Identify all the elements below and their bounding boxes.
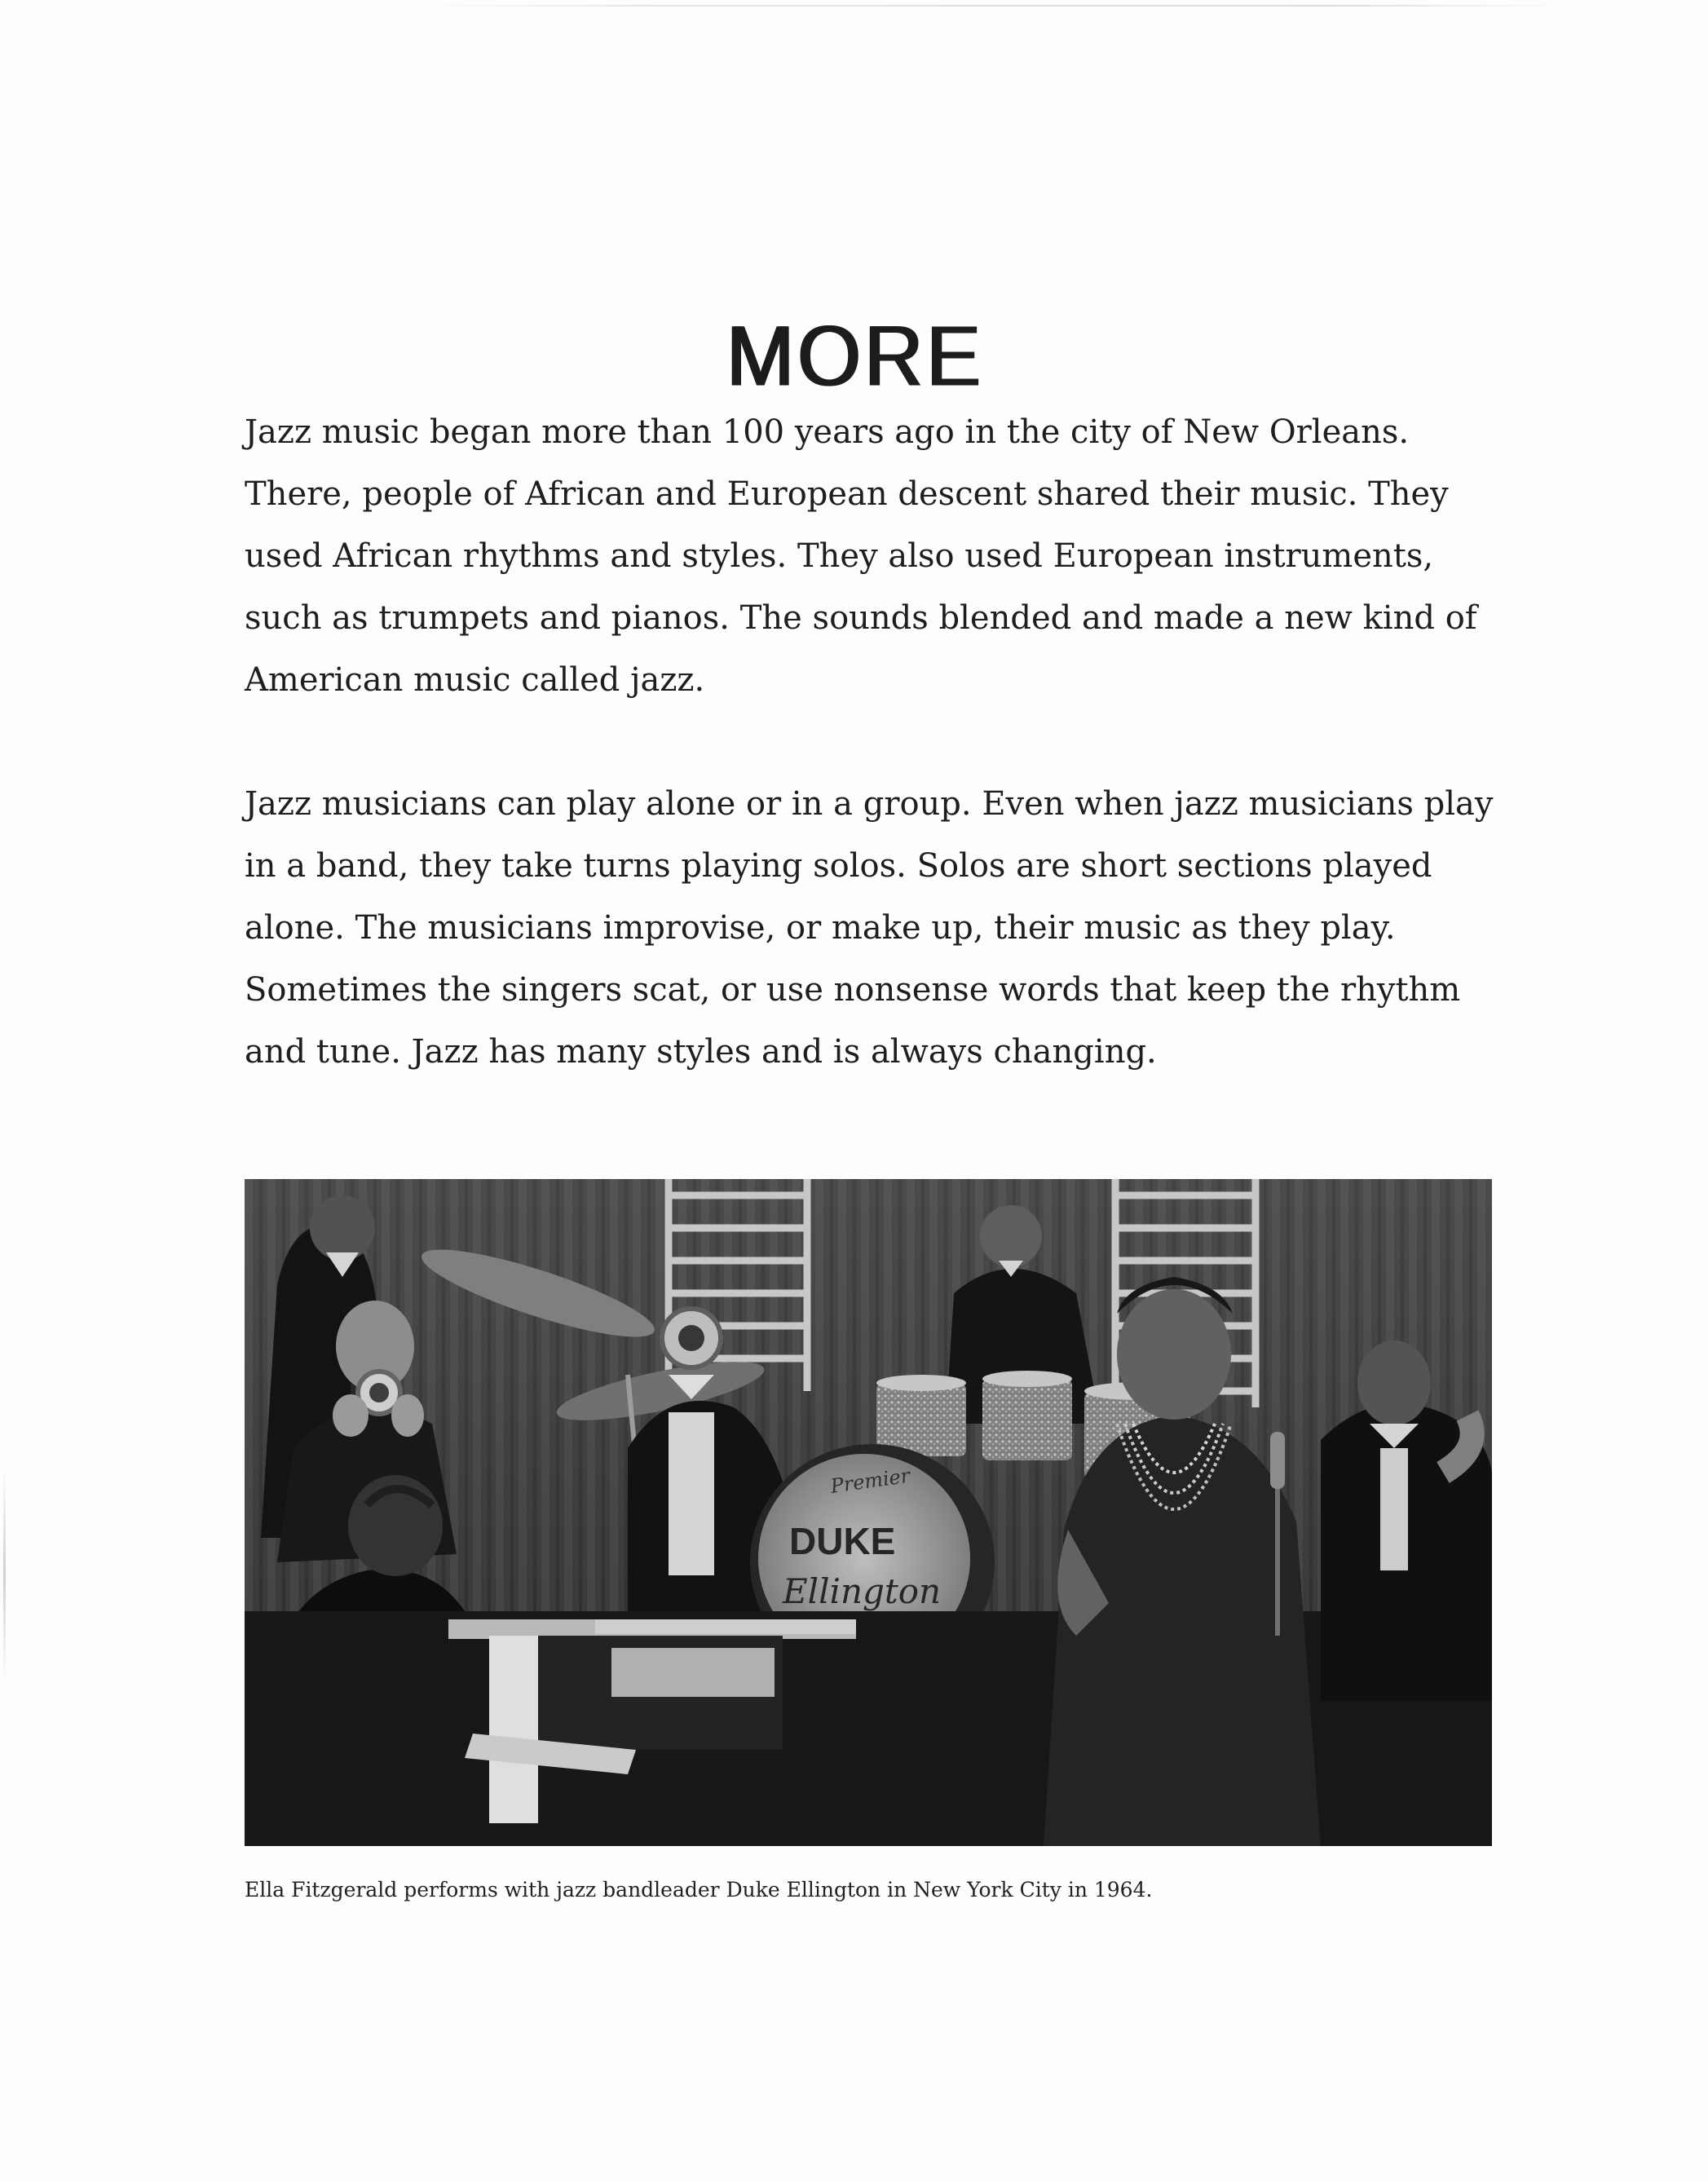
scan-artifact-left [3,1468,6,1680]
scan-artifact-top [424,5,1565,7]
drum-brand: Premier [828,1464,911,1498]
jazz-band-photo [245,1179,1492,1846]
photo-caption: Ella Fitzgerald performs with jazz bandleader Duke Ellington in New York City in 1964. [245,1878,1153,1902]
page-title-text: MORE [725,308,983,404]
drum-text-duke: DUKE [789,1520,896,1562]
paragraph-1: Jazz music began more than 100 years ago in the city of New Orleans. There, people of African and European descent shared their music. They used African rhythms and styles. They also used European instruments, such as trumpets and pianos. The sounds blended and made a new kind of American music called jazz. [245,413,1477,699]
drum-text-ellington: Ellington [783,1571,942,1611]
paragraph-2: Jazz musicians can play alone or in a group. Even when jazz musicians play in a band, they take turns playing solos. Solos are short sections played alone. The musicians improvise, or make up, their music as they play. Sometimes the singers scat, or use nonsense words that keep the rhythm and tune. Jazz has many styles and is always changing. [245,785,1494,1071]
page-title [0,307,1708,406]
